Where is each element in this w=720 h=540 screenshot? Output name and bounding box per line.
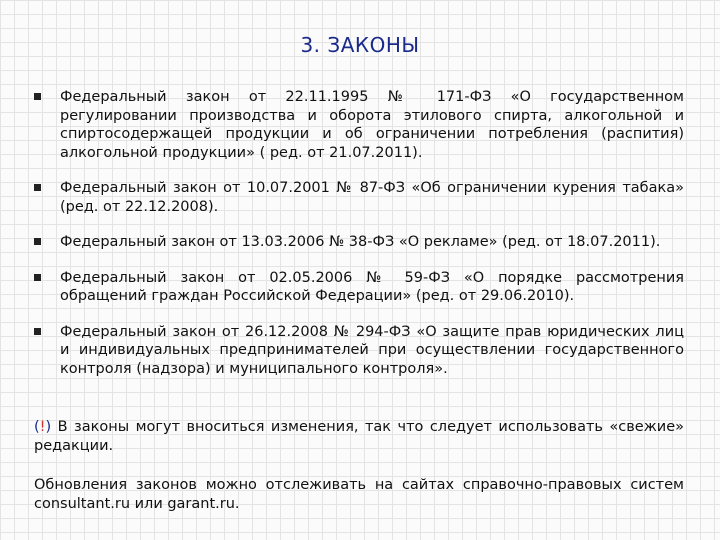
laws-list (34, 88, 684, 395)
bullet-icon (34, 328, 41, 335)
law-text: Федеральный закон от 22.11.1995 № 171-ФЗ «О государственном регулировании производства и оборота этилового спирта, алкогольной и спиртосодержащей продукции и об ограничении потребления (распития) алкогольной продукции» ( ред. от 21.07.2011). (60, 89, 684, 161)
slide-title: 3. ЗАКОНЫ (300, 33, 420, 57)
law-text: Федеральный закон от 02.05.2006 № 59-ФЗ «О порядке рассмотрения обращений граждан Российской Федерации» (ред. от 29.06.2010). (60, 269, 684, 304)
amendment-note (34, 418, 684, 455)
law-item (34, 179, 684, 216)
law-item (34, 88, 684, 162)
note-open-paren: ( (34, 419, 40, 435)
law-item (34, 233, 684, 252)
exclamation-mark: ! (39, 419, 46, 435)
note-close-paren: ) (45, 419, 52, 435)
law-item (34, 323, 684, 379)
bullet-icon (34, 184, 41, 191)
bullet-icon (34, 93, 41, 100)
bullet-icon (34, 274, 41, 281)
law-text: Федеральный закон от 26.12.2008 № 294-ФЗ «О защите прав юридических лиц и индивидуальных предпринимателей при осуществлении государственного контроля (надзора) и муниципального контроля». (60, 323, 684, 377)
law-item (34, 269, 684, 306)
bullet-icon (34, 238, 41, 245)
law-text: Федеральный закон от 13.03.2006 № 38-ФЗ «О рекламе» (ред. от 18.07.2011). (60, 234, 661, 250)
footer-text: Обновления законов можно отслеживать на сайтах справочно-правовых систем consultant.ru или garant.ru. (34, 477, 684, 512)
note-text: В законы могут вноситься изменения, так что следует использовать «свежие» редакции. (34, 419, 684, 454)
law-text: Федеральный закон от 10.07.2001 № 87-ФЗ «Об ограничении курения табака» (ред. от 22.12.2008). (60, 180, 684, 215)
